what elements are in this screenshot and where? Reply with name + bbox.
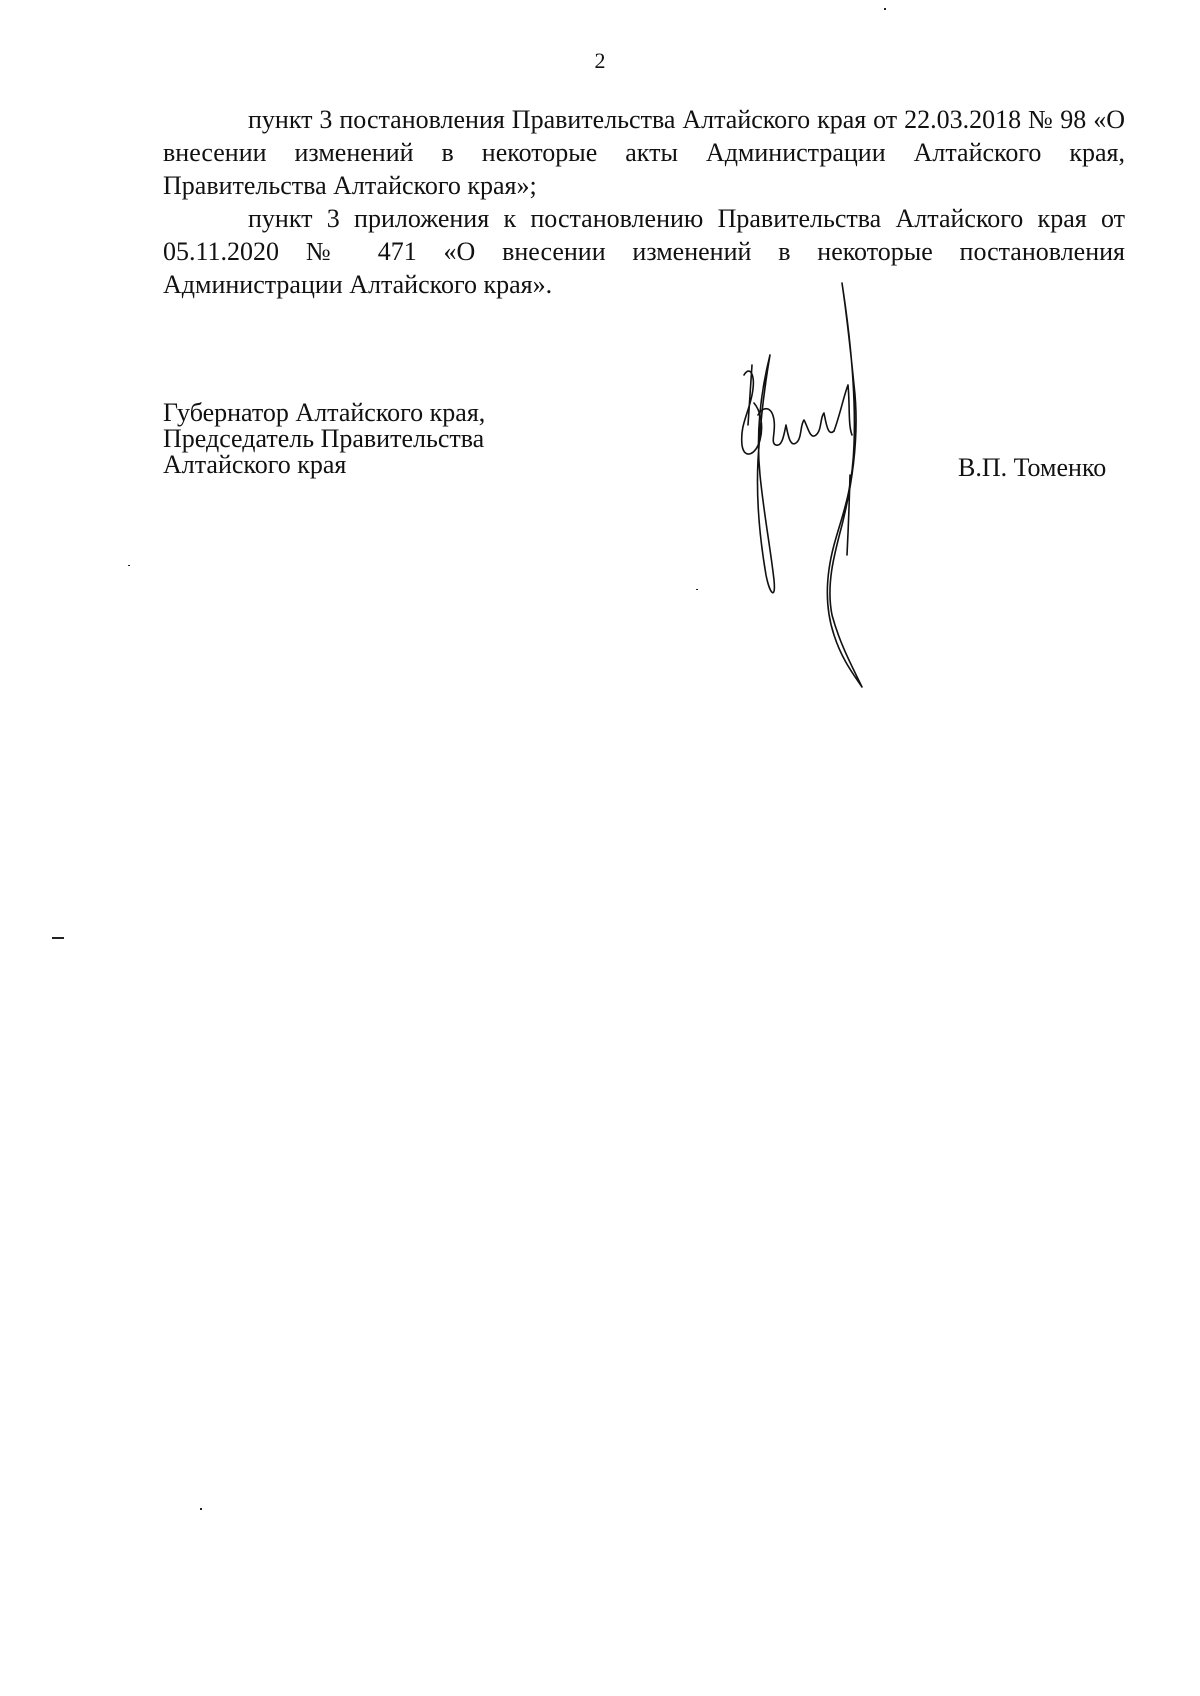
signatory-title-block: [163, 400, 485, 478]
signer-name: В.П. Томенко: [958, 453, 1107, 482]
paragraph-item-1: пункт 3 постановления Правительства Алтайского края от 22.03.2018 № 98 «О внесении изменений в некоторые акты Администрации Алтайского края, Правительства Алтайского края»;: [163, 105, 1125, 200]
signatory-title-line-3: Алтайского края: [163, 450, 347, 479]
scan-speck: [884, 8, 886, 10]
paragraph-item-2: пункт 3 приложения к постановлению Правительства Алтайского края от 05.11.2020 № 471 «О внесении изменений в некоторые постановления Администрации Алтайского края».: [163, 204, 1125, 299]
scan-speck: [128, 565, 130, 566]
document-body: [163, 103, 1125, 301]
signatory-title-line-2: Председатель Правительства: [163, 424, 485, 453]
scan-speck: [52, 937, 64, 939]
scan-speck: [696, 589, 698, 590]
scan-speck: [200, 1508, 202, 1510]
page-number: 2: [594, 48, 606, 73]
signatory-title-line-1: Губернатор Алтайского края,: [163, 398, 486, 427]
handwritten-signature: [730, 275, 930, 695]
